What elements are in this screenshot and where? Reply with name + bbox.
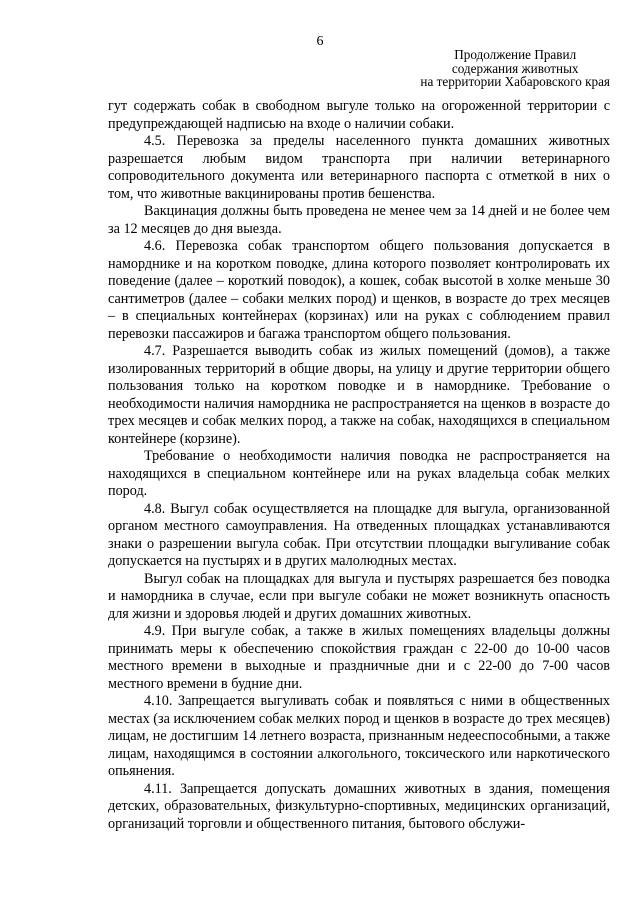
paragraph-4-8: 4.8. Выгул собак осуществляется на площадке для выгула, организованной органом местного самоуправления. На отведенных площадках устанавливаются знаки о разрешении выгула собак. При отсутствии площадки выгуливание собак допускается на пустырях и в других малолюдных местах. [108, 500, 610, 569]
paragraph-4-10: 4.10. Запрещается выгуливать собак и появляться с ними в общественных местах (за исключением собак мелких пород и щенков в возрасте до трех месяцев) лицам, не достигшим 14 летнего возраста, признанным недееспособными, а также лицам, находящимся в состоянии алкогольного, токсического или наркотического опьянения. [108, 693, 610, 779]
paragraph-vaccination: Вакцинация должны быть проведена не менее чем за 14 дней и не более чем за 12 месяцев до дня выезда. [108, 203, 610, 237]
paragraph-4-5: 4.5. Перевозка за пределы населенного пункта домашних животных разрешается любым видом транспорта при наличии ветеринарного сопроводительного документа или ветеринарного паспорта с отметкой в них о том, что животные вакцинированы против бешенства. [108, 133, 610, 202]
header-line-3: на территории Хабаровского края [420, 74, 610, 89]
paragraph-off-leash: Выгул собак на площадках для выгула и пустырях разрешается без поводка и намордника в случае, если при выгуле собаки не может возникнуть опасность для жизни и здоровья людей и других домашних животных. [108, 570, 610, 622]
page-number: 6 [316, 34, 324, 49]
paragraph-leash-requirement: Требование о необходимости наличия поводка не распространяется на находящихся в специальном контейнере или на руках владельца собак мелких пород. [108, 448, 610, 499]
paragraph-4-6: 4.6. Перевозка собак транспортом общего пользования допускается в наморднике и на коротком поводке, длина которого позволяет контролировать их поведение (далее – короткий поводок), а кошек, собак высотой в холке меньше 30 сантиметров (далее – собаки мелких пород) и щенков, в возрасте до трех месяцев – в специальных контейнерах (корзинах) или на руках с соблюдением правил перевозки пассажиров и багажа транспортом общего пользования. [108, 238, 610, 342]
running-header [420, 48, 610, 89]
header-line-2: содержания животных [451, 60, 579, 76]
paragraph-continuation: гут содержать собак в свободном выгуле только на огороженной территории с предупреждающей надписью на входе о наличии собаки. [108, 98, 610, 132]
body-text [108, 98, 610, 833]
paragraph-4-9: 4.9. При выгуле собак, а также в жилых помещениях владельцы должны принимать меры к обеспечению спокойствия граждан с 22-00 до 10-00 часов местного времени в выходные и праздничные дни и с 22-00 до 7-00 часов местного времени в будние дни. [108, 623, 610, 692]
paragraph-4-7: 4.7. Разрешается выводить собак из жилых помещений (домов), а также изолированных территорий в общие дворы, на улицу и другие территории общего пользования только на коротком поводке и в наморднике. Требование о необходимости наличия намордника не распространяется на щенков в возрасте до трех месяцев и собак мелких пород, а также на собак, находящихся в специальном контейнере (корзине). [108, 343, 610, 447]
paragraph-4-11: 4.11. Запрещается допускать домашних животных в здания, помещения детских, образовательных, физкультурно-спортивных, медицинских организаций, организаций торговли и общественного питания, бытового обслужи- [108, 780, 610, 832]
header-line-1: Продолжение Правил [454, 47, 577, 62]
